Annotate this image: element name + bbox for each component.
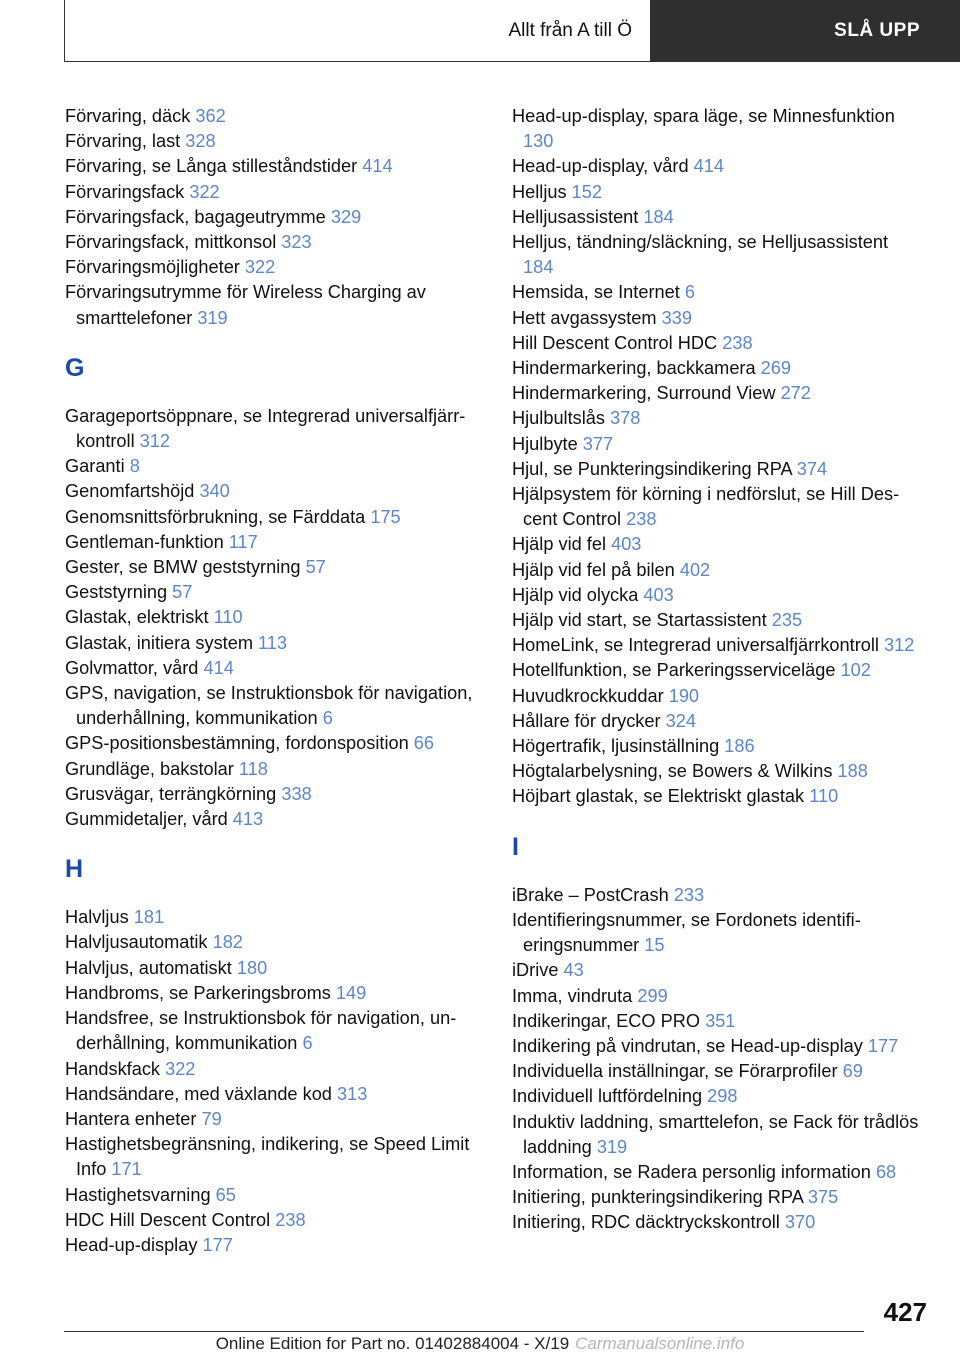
index-entry: [512, 984, 922, 1009]
index-entry: [512, 759, 922, 784]
entry-text: Glastak, initiera system: [65, 632, 259, 653]
index-entry: [512, 1160, 922, 1185]
entry-text: Garageportsöppnare, se Integrerad universalfjärrkontroll: [65, 405, 466, 452]
page-link[interactable]: 43: [563, 960, 584, 981]
entry-text: Hett avgassystem: [512, 307, 662, 328]
index-entry: [512, 1034, 922, 1059]
entry-text: Handsfree, se Instruktionsbok för navigation, underhållning, kommunikation: [65, 1008, 457, 1054]
index-entry: [512, 908, 922, 958]
index-entry: [65, 404, 485, 454]
entry-text: HomeLink, se Integrerad universalfjärrkontroll: [512, 635, 885, 656]
entry-text: Förvaringsfack, mittkonsol: [65, 232, 282, 253]
footer-divider: [64, 1331, 864, 1332]
page-link[interactable]: 149: [335, 982, 367, 1003]
page-link[interactable]: 233: [673, 884, 705, 905]
page-link[interactable]: 374: [796, 458, 828, 479]
entry-text: Hindermarkering, backkamera: [512, 358, 761, 379]
entry-text: Högertrafik, ljusinställning: [512, 736, 725, 757]
page-link[interactable]: 6: [302, 1033, 313, 1054]
page-link[interactable]: 414: [203, 657, 234, 678]
index-entry: [65, 656, 485, 681]
page-link[interactable]: 152: [571, 181, 602, 202]
entry-text: Initiering, RDC däcktryckskontroll: [512, 1212, 785, 1233]
page-link[interactable]: 340: [199, 481, 230, 502]
index-entry: [512, 734, 922, 759]
index-entry: [65, 479, 485, 504]
page-link[interactable]: 190: [668, 685, 700, 706]
page-link[interactable]: 414: [362, 156, 393, 177]
index-entry: [512, 1185, 922, 1210]
entry-text: Head-up-display, vård: [512, 156, 694, 177]
index-entry: [65, 1006, 485, 1056]
page-link[interactable]: 68: [875, 1161, 897, 1182]
index-entry: [512, 958, 922, 983]
page-link[interactable]: 184: [523, 257, 554, 278]
entry-text: Förvaringsfack, bagageutrymme: [65, 206, 331, 227]
entry-text: Huvudkrockkuddar: [512, 685, 669, 706]
page-link[interactable]: 298: [707, 1086, 738, 1107]
page-link[interactable]: 323: [281, 232, 312, 253]
page-link[interactable]: 269: [760, 358, 792, 379]
section-letter: I: [512, 832, 519, 861]
entry-text: Hjulbyte: [512, 433, 583, 454]
page-link[interactable]: 175: [370, 506, 401, 527]
page-link[interactable]: 319: [596, 1136, 628, 1157]
entry-text: Hjälp vid start, se Startassistent: [512, 610, 772, 631]
lookup-button[interactable]: SLÅ UPP: [650, 0, 960, 62]
page-link[interactable]: 238: [275, 1209, 306, 1230]
entry-text: Head-up-display, spara läge, se Minnesfunktion: [512, 106, 895, 126]
index-entry: [512, 1110, 922, 1160]
index-entry: [65, 1082, 485, 1107]
page-link[interactable]: 403: [643, 584, 674, 605]
page-link[interactable]: 414: [693, 156, 724, 177]
page-link[interactable]: 110: [213, 607, 243, 628]
page-link[interactable]: 8: [129, 456, 140, 477]
index-column-right: [512, 104, 922, 1236]
entry-text: Hjälp vid fel på bilen: [512, 559, 680, 580]
page-link[interactable]: 57: [172, 582, 193, 603]
page-link[interactable]: 177: [867, 1035, 899, 1056]
page-link[interactable]: 328: [185, 131, 216, 152]
index-entry: [512, 1059, 922, 1084]
page-link[interactable]: 110: [809, 786, 839, 807]
index-entry: [65, 905, 485, 930]
index-entry: [65, 1107, 485, 1132]
page-link[interactable]: 188: [837, 761, 868, 782]
index-entry: [512, 684, 922, 709]
page-link[interactable]: 375: [807, 1187, 839, 1208]
entry-text: Induktiv laddning, smarttelefon, se Fack för trådlös laddning: [512, 1111, 919, 1157]
index-entry: [65, 505, 485, 530]
index-entry: [65, 454, 485, 479]
entry-text: Genomfartshöjd: [65, 481, 200, 502]
index-entry: [512, 608, 922, 633]
index-entry: [512, 784, 922, 809]
page-link[interactable]: 57: [305, 557, 326, 578]
index-entry: [65, 956, 485, 981]
page-link[interactable]: 15: [644, 935, 665, 956]
entry-text: Halvljus: [65, 907, 134, 928]
entry-text: Förvaringsmöjligheter: [65, 257, 245, 278]
page-link[interactable]: 177: [202, 1234, 233, 1255]
index-entry: [512, 709, 922, 734]
section-letter: H: [65, 855, 84, 884]
index-entry: [512, 356, 922, 381]
page-link[interactable]: 324: [665, 710, 696, 731]
index-entry: [65, 580, 485, 605]
index-entry: [65, 681, 485, 731]
footer: [0, 1334, 960, 1354]
index-entry: [512, 381, 922, 406]
index-entry: [65, 1183, 485, 1208]
entry-text: Helljusassistent: [512, 206, 644, 227]
index-a-to-z-button[interactable]: Allt från A till Ö: [64, 0, 650, 62]
index-entry: [65, 205, 485, 230]
entry-text: Förvaring, se Långa stilleståndstider: [65, 156, 363, 177]
index-entry: [65, 255, 485, 280]
entry-text: Gummidetaljer, vård: [65, 809, 233, 830]
page-link[interactable]: 312: [139, 431, 171, 452]
entry-text: Imma, vindruta: [512, 985, 638, 1006]
page-link[interactable]: 6: [684, 282, 695, 303]
entry-text: Höjbart glastak, se Elektriskt glastak: [512, 786, 810, 807]
page-link[interactable]: 370: [784, 1212, 816, 1233]
entry-text: Förvaring, last: [65, 131, 186, 152]
entry-text: GPS-positionsbestämning, fordonsposition: [65, 733, 414, 754]
index-entry: [65, 530, 485, 555]
footer-edition: Online Edition for Part no. 01402884004 - X/19: [215, 1334, 570, 1353]
page-link[interactable]: 235: [771, 610, 803, 631]
page-link[interactable]: 351: [705, 1010, 736, 1031]
page-link[interactable]: 299: [637, 985, 668, 1006]
page-link[interactable]: 113: [258, 632, 288, 653]
page-link[interactable]: 402: [679, 559, 711, 580]
entry-text: Hjälpsystem för körning i nedförslut, se Hill Descent Control: [512, 484, 900, 530]
page-link[interactable]: 181: [133, 907, 165, 928]
index-entry: [512, 1210, 922, 1235]
page-link[interactable]: 319: [197, 307, 228, 328]
index-column-left: [65, 104, 485, 1258]
entry-text: Hjälp vid fel: [512, 534, 612, 555]
index-entry: [65, 280, 485, 330]
index-entry: [65, 1132, 485, 1182]
page-link[interactable]: 238: [722, 332, 753, 353]
index-entry: [65, 631, 485, 656]
index-entry: [512, 205, 922, 230]
entry-text: Förvaring, däck: [65, 106, 196, 126]
index-entry: [65, 230, 485, 255]
entry-text: Garanti: [65, 456, 130, 477]
entry-text: Handbroms, se Parkeringsbroms: [65, 982, 336, 1003]
index-entry: [512, 104, 922, 154]
page-link[interactable]: 329: [330, 206, 362, 227]
page-link[interactable]: 65: [215, 1184, 236, 1205]
index-entry: [65, 930, 485, 955]
page-link[interactable]: 238: [626, 509, 657, 530]
index-entry: [65, 104, 485, 129]
page-link[interactable]: 338: [281, 783, 312, 804]
entry-text: Individuella inställningar, se Förarprofiler: [512, 1061, 843, 1082]
entry-text: Initiering, punkteringsindikering RPA: [512, 1187, 808, 1208]
entry-text: Hindermarkering, Surround View: [512, 383, 781, 404]
page-link[interactable]: 130: [523, 131, 554, 152]
index-entry: [65, 1208, 485, 1233]
top-navigation: [64, 0, 960, 64]
entry-text: Hill Descent Control HDC: [512, 332, 723, 353]
index-entry: [65, 1233, 485, 1258]
index-entry: [512, 306, 922, 331]
entry-text: Hjulbultslås: [512, 408, 611, 429]
index-entry: [65, 605, 485, 630]
page-link[interactable]: 66: [413, 733, 435, 754]
index-entry: [512, 1084, 922, 1109]
index-entry: [512, 658, 922, 683]
index-entry: [65, 807, 485, 832]
page-link[interactable]: 118: [238, 758, 268, 779]
entry-text: iBrake – PostCrash: [512, 884, 674, 905]
entry-text: GPS, navigation, se Instruktionsbok för navigation, underhållning, kommunikation: [65, 683, 473, 729]
entry-text: Glastak, elektriskt: [65, 607, 214, 628]
page-link[interactable]: 6: [322, 708, 333, 729]
page-link[interactable]: 322: [244, 257, 276, 278]
index-entry: [65, 129, 485, 154]
page-link[interactable]: 182: [212, 932, 243, 953]
page-link[interactable]: 102: [840, 660, 871, 681]
index-entry: [65, 154, 485, 179]
index-entry: [512, 280, 922, 305]
index-entry: [512, 457, 922, 482]
index-entry: [512, 482, 922, 532]
entry-text: Hastighetsbegränsning, indikering, se Speed Limit Info: [65, 1134, 470, 1180]
page-link[interactable]: 413: [232, 809, 264, 830]
page-number: 427: [883, 1297, 927, 1327]
page-link[interactable]: 117: [228, 531, 258, 552]
entry-text: Hastighetsvarning: [65, 1184, 216, 1205]
index-entry: [512, 532, 922, 557]
section-letter: G: [65, 353, 85, 382]
index-entry: [512, 633, 922, 658]
index-entry: [65, 782, 485, 807]
index-entry: [65, 981, 485, 1006]
entry-text: Hemsida, se Internet: [512, 282, 685, 303]
page-link[interactable]: 272: [780, 383, 811, 404]
entry-text: Förvaringsfack: [65, 181, 190, 202]
page-link[interactable]: 378: [610, 408, 641, 429]
entry-text: Helljus, tändning/släckning, se Helljusassistent: [512, 232, 889, 253]
page-link[interactable]: 339: [661, 307, 692, 328]
page-link[interactable]: 322: [165, 1058, 196, 1079]
index-entry: [512, 180, 922, 205]
entry-text: Grusvägar, terrängkörning: [65, 783, 282, 804]
index-entry: [65, 731, 485, 756]
index-entry: [512, 583, 922, 608]
entry-text: Halvljusautomatik: [65, 932, 213, 953]
page-link[interactable]: 79: [201, 1108, 222, 1129]
entry-text: Indikering på vindrutan, se Head-up-display: [512, 1035, 868, 1056]
index-entry: [65, 1057, 485, 1082]
entry-text: Gester, se BMW geststyrning: [65, 557, 306, 578]
entry-text: Hjul, se Punkteringsindikering RPA: [512, 458, 797, 479]
index-entry: [512, 230, 922, 280]
page-link[interactable]: 171: [111, 1159, 142, 1180]
entry-text: Indikeringar, ECO PRO: [512, 1010, 706, 1031]
entry-text: Gentleman-funktion: [65, 531, 229, 552]
entry-text: Förvaringsutrymme för Wireless Charging av smarttelefoner: [65, 282, 426, 328]
entry-text: Grundläge, bakstolar: [65, 758, 239, 779]
entry-text: Identifieringsnummer, se Fordonets identifieringsnummer: [512, 909, 861, 956]
entry-text: Högtalarbelysning, se Bowers & Wilkins: [512, 761, 838, 782]
index-entry: [512, 1009, 922, 1034]
index-entry: [512, 154, 922, 179]
page-link[interactable]: 313: [336, 1083, 368, 1104]
index-entry: [512, 406, 922, 431]
entry-text: Handsändare, med växlande kod: [65, 1083, 337, 1104]
entry-text: Helljus: [512, 181, 572, 202]
entry-text: Hantera enheter: [65, 1108, 202, 1129]
entry-text: Hjälp vid olycka: [512, 584, 644, 605]
entry-text: Golvmattor, vård: [65, 657, 204, 678]
index-entry: [512, 558, 922, 583]
entry-text: Halvljus, automatiskt: [65, 957, 237, 978]
entry-text: iDrive: [512, 960, 564, 981]
entry-text: Hållare för drycker: [512, 710, 666, 731]
page-link[interactable]: 184: [643, 206, 674, 227]
index-entry: [65, 757, 485, 782]
entry-text: Individuell luftfördelning: [512, 1086, 708, 1107]
page-link[interactable]: 403: [611, 534, 642, 555]
entry-text: Hotellfunktion, se Parkeringsserviceläge: [512, 660, 841, 681]
page-link[interactable]: 312: [884, 635, 915, 656]
entry-text: Handskfack: [65, 1058, 166, 1079]
entry-text: HDC Hill Descent Control: [65, 1209, 276, 1230]
page-link[interactable]: 180: [236, 957, 268, 978]
index-entry: [512, 432, 922, 457]
watermark: Carmanualsonline.info: [575, 1334, 745, 1353]
index-entry: [65, 555, 485, 580]
page-link[interactable]: 362: [195, 106, 226, 126]
entry-text: Head-up-display: [65, 1234, 203, 1255]
index-entry: [512, 331, 922, 356]
entry-text: Genomsnittsförbrukning, se Färddata: [65, 506, 371, 527]
index-entry: [512, 883, 922, 908]
page-link[interactable]: 69: [842, 1061, 863, 1082]
entry-text: Geststyrning: [65, 582, 173, 603]
page-link[interactable]: 186: [724, 736, 755, 757]
index-entry: [65, 180, 485, 205]
page-link[interactable]: 377: [582, 433, 614, 454]
entry-text: Information, se Radera personlig information: [512, 1161, 876, 1182]
page-link[interactable]: 322: [189, 181, 220, 202]
